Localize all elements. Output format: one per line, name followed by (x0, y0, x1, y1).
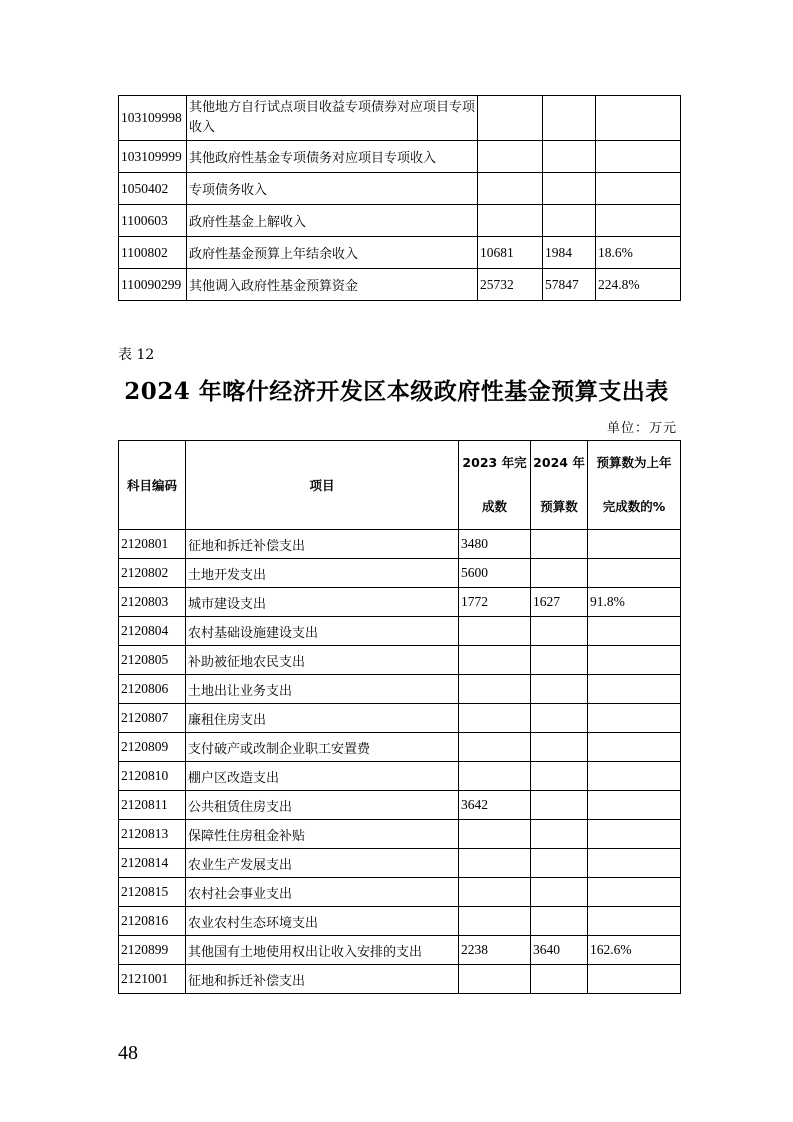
code-cell: 2120801 (119, 530, 186, 559)
value-2024-cell (531, 646, 588, 675)
pct-cell: 18.6% (596, 237, 681, 269)
value-2023-cell (459, 762, 531, 791)
table-row (119, 675, 681, 704)
value-2024-cell: 57847 (543, 269, 596, 301)
value-2023-cell (459, 733, 531, 762)
table-row (119, 733, 681, 762)
item-cell: 农村社会事业支出 (186, 878, 459, 907)
item-cell: 补助被征地农民支出 (186, 646, 459, 675)
value-2024-cell (531, 965, 588, 994)
value-2024-cell (531, 675, 588, 704)
value-2024-cell (531, 733, 588, 762)
pct-cell (596, 141, 681, 173)
header-2024 (531, 441, 588, 530)
item-cell: 棚户区改造支出 (186, 762, 459, 791)
value-2023-cell: 1772 (459, 588, 531, 617)
value-2023-cell (459, 820, 531, 849)
value-2024-cell (531, 907, 588, 936)
item-cell: 土地出让业务支出 (186, 675, 459, 704)
value-2024-cell (543, 141, 596, 173)
unit-label: 单位：万元 (606, 421, 677, 436)
value-2023-cell: 2238 (459, 936, 531, 965)
table-title: 2024 年喀什经济开发区本级政府性基金预算支出表 (124, 378, 669, 405)
page-number: 48 (118, 1042, 138, 1064)
item-cell: 政府性基金上解收入 (187, 205, 478, 237)
value-2023-cell: 3480 (459, 530, 531, 559)
header-pct-line2: 完成数的% (602, 499, 666, 514)
table-row (119, 646, 681, 675)
code-cell: 2120806 (119, 675, 186, 704)
table-row (119, 936, 681, 965)
pct-cell (588, 675, 681, 704)
code-cell: 2120815 (119, 878, 186, 907)
value-2024-cell (531, 530, 588, 559)
pct-cell (588, 907, 681, 936)
code-cell: 2120805 (119, 646, 186, 675)
pct-cell (588, 646, 681, 675)
table-header-row (119, 441, 681, 530)
pct-cell (588, 965, 681, 994)
pct-cell (588, 878, 681, 907)
value-2023-cell (478, 96, 543, 141)
value-2023-cell (459, 849, 531, 878)
value-2023-cell: 10681 (478, 237, 543, 269)
value-2024-cell (531, 878, 588, 907)
table-row (119, 141, 681, 173)
pct-cell: 224.8% (596, 269, 681, 301)
code-cell: 2120807 (119, 704, 186, 733)
header-pct-line1: 预算数为上年 (596, 455, 672, 470)
item-cell: 征地和拆迁补偿支出 (186, 965, 459, 994)
value-2024-cell: 3640 (531, 936, 588, 965)
item-cell: 其他调入政府性基金预算资金 (187, 269, 478, 301)
item-cell: 土地开发支出 (186, 559, 459, 588)
table-row (119, 237, 681, 269)
value-2024-cell (531, 704, 588, 733)
pct-cell: 91.8% (588, 588, 681, 617)
code-cell: 1050402 (119, 173, 187, 205)
table-label: 表 12 (118, 347, 155, 363)
value-2023-cell (478, 141, 543, 173)
header-item: 项目 (186, 441, 459, 530)
code-cell: 2120899 (119, 936, 186, 965)
code-cell: 2120813 (119, 820, 186, 849)
table-row (119, 878, 681, 907)
value-2024-cell (543, 96, 596, 141)
value-2024-cell (531, 791, 588, 820)
value-2024-cell: 1984 (543, 237, 596, 269)
value-2023-cell (459, 965, 531, 994)
table-row (119, 559, 681, 588)
pct-cell (588, 704, 681, 733)
code-cell: 2120814 (119, 849, 186, 878)
value-2024-cell (543, 205, 596, 237)
table-row (119, 907, 681, 936)
table-row (119, 965, 681, 994)
header-2023 (459, 441, 531, 530)
code-cell: 103109998 (119, 96, 187, 141)
value-2024-cell (531, 849, 588, 878)
table-row (119, 96, 681, 141)
item-cell: 农业生产发展支出 (186, 849, 459, 878)
pct-cell (588, 617, 681, 646)
header-2024-line1: 2024 年 (533, 455, 585, 470)
value-2024-cell (543, 173, 596, 205)
table-row (119, 704, 681, 733)
item-cell: 保障性住房租金补贴 (186, 820, 459, 849)
table-row (119, 617, 681, 646)
header-2023-line1: 2023 年完 (462, 455, 527, 470)
value-2023-cell (459, 878, 531, 907)
expenditure-table (118, 440, 681, 994)
value-2023-cell: 25732 (478, 269, 543, 301)
value-2023-cell (459, 617, 531, 646)
pct-cell (596, 96, 681, 141)
header-pct (588, 441, 681, 530)
pct-cell: 162.6% (588, 936, 681, 965)
value-2024-cell (531, 617, 588, 646)
value-2024-cell: 1627 (531, 588, 588, 617)
pct-cell (588, 791, 681, 820)
item-cell: 廉租住房支出 (186, 704, 459, 733)
table-row (119, 173, 681, 205)
header-code: 科目编码 (119, 441, 186, 530)
item-cell: 农村基础设施建设支出 (186, 617, 459, 646)
value-2023-cell (459, 646, 531, 675)
pct-cell (588, 559, 681, 588)
table-row (119, 530, 681, 559)
pct-cell (588, 762, 681, 791)
code-cell: 2120802 (119, 559, 186, 588)
item-cell: 农业农村生态环境支出 (186, 907, 459, 936)
top-continuation-table (118, 95, 681, 301)
value-2024-cell (531, 762, 588, 791)
table-row (119, 205, 681, 237)
code-cell: 2120810 (119, 762, 186, 791)
value-2023-cell: 3642 (459, 791, 531, 820)
pct-cell (588, 733, 681, 762)
code-cell: 2120816 (119, 907, 186, 936)
item-cell: 政府性基金预算上年结余收入 (187, 237, 478, 269)
table-row (119, 820, 681, 849)
item-cell: 城市建设支出 (186, 588, 459, 617)
pct-cell (588, 849, 681, 878)
header-2023-line2: 成数 (481, 499, 507, 514)
code-cell: 2120809 (119, 733, 186, 762)
pct-cell (596, 173, 681, 205)
value-2024-cell (531, 559, 588, 588)
table-row (119, 762, 681, 791)
pct-cell (596, 205, 681, 237)
table-row (119, 791, 681, 820)
item-cell: 公共租赁住房支出 (186, 791, 459, 820)
value-2023-cell (478, 173, 543, 205)
code-cell: 103109999 (119, 141, 187, 173)
pct-cell (588, 530, 681, 559)
item-cell: 专项债务收入 (187, 173, 478, 205)
value-2023-cell (459, 704, 531, 733)
value-2023-cell (459, 675, 531, 704)
value-2023-cell (459, 907, 531, 936)
item-cell: 其他政府性基金专项债务对应项目专项收入 (187, 141, 478, 173)
value-2023-cell: 5600 (459, 559, 531, 588)
header-2024-line2: 预算数 (540, 499, 578, 514)
item-cell: 支付破产或改制企业职工安置费 (186, 733, 459, 762)
value-2024-cell (531, 820, 588, 849)
item-cell: 其他地方自行试点项目收益专项债券对应项目专项收入 (187, 96, 478, 141)
table-row (119, 588, 681, 617)
code-cell: 2120804 (119, 617, 186, 646)
table-row (119, 269, 681, 301)
item-cell: 其他国有土地使用权出让收入安排的支出 (186, 936, 459, 965)
code-cell: 1100603 (119, 205, 187, 237)
code-cell: 2120803 (119, 588, 186, 617)
code-cell: 110090299 (119, 269, 187, 301)
table-row (119, 849, 681, 878)
code-cell: 2121001 (119, 965, 186, 994)
code-cell: 1100802 (119, 237, 187, 269)
pct-cell (588, 820, 681, 849)
code-cell: 2120811 (119, 791, 186, 820)
value-2023-cell (478, 205, 543, 237)
item-cell: 征地和拆迁补偿支出 (186, 530, 459, 559)
